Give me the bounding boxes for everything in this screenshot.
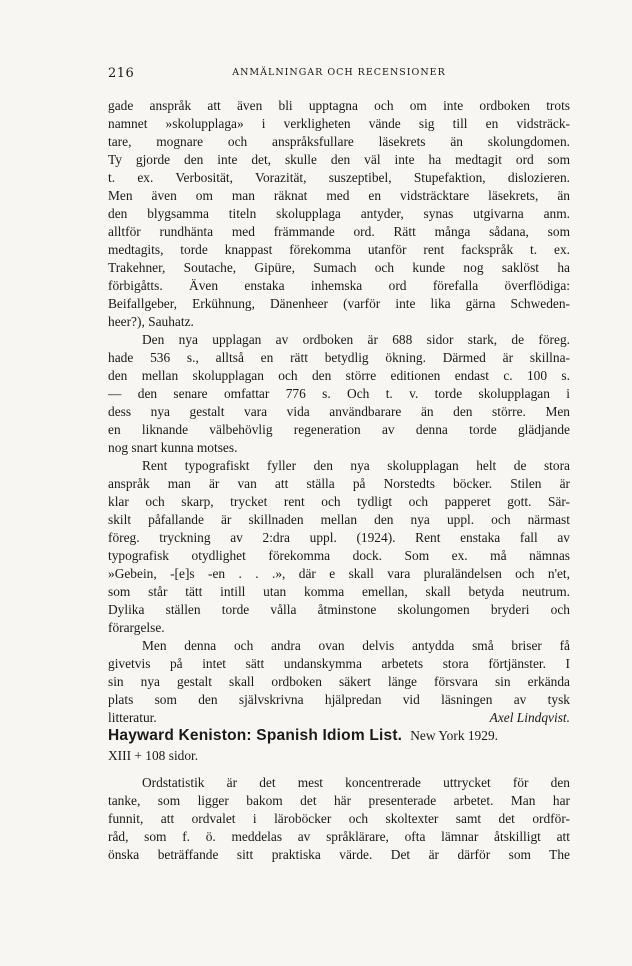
text-line: givetvis på intet sätt undanskymma arbetets stora förtjänster. I xyxy=(108,656,570,671)
text-line: heer?), Sauhatz. xyxy=(108,314,194,329)
text-line: typografisk otydlighet förekomma dock. Som ex. må nämnas xyxy=(108,548,570,563)
text-line: den mellan skolupplagan och den större editionen endast c. 100 s. xyxy=(108,368,570,383)
signature: Axel Lindqvist. xyxy=(489,710,570,725)
text-line: t. ex. Verbosität, Vorazität, suszeptibel, Stupefaktion, dislozieren. xyxy=(108,170,570,185)
text-line: Beifallgeber, Erkühnung, Dänenheer (varför inte lika gärna Schweden- xyxy=(108,296,570,311)
text-line: gade anspråk att även bli upptagna och om inte ordboken trots xyxy=(108,98,570,113)
text-line: en liknande välbehövlig regeneration av denna torde glädjande xyxy=(108,422,570,437)
text-line: önska beträffande sitt praktiska värde. Det är därför som The xyxy=(108,847,570,862)
text-line: föreg. tryckning av 2:dra uppl. (1924). Rent enstaka fall av xyxy=(108,530,570,545)
text-line: sin nya gestalt skall ordboken säkert länge försvara sin erkända xyxy=(108,674,570,689)
review-publisher: New York 1929. xyxy=(410,728,498,743)
text-line: alltför rundhänta med främmande ord. Rätt många sådana, som xyxy=(108,224,570,239)
text-line: Trakehner, Soutache, Gipüre, Sumach och kunde nog saklöst ha xyxy=(108,260,570,275)
text-line: — den senare omfattar 776 s. Och t. v. torde skolupplagan i xyxy=(108,386,570,401)
text-line: som står tätt intill utan komma emellan, skall betyda neutrum. xyxy=(108,584,570,599)
text-line: plats som den självskrivna hjälpredan vid läsningen av tysk xyxy=(108,692,570,707)
running-head: ANMÄLNINGAR OCH RECENSIONER xyxy=(232,67,446,78)
text-line: Men denna och andra ovan delvis antydda små briser få xyxy=(142,638,570,653)
text-line: medtagits, torde knappast förekomma utanför rent fackspråk t. ex. xyxy=(108,242,570,257)
text-line: skilt påfallande är skillnaden mellan den nya uppl. och närmast xyxy=(108,512,570,527)
text-line: »Gebein, -[e]s -en . . .», där e skall vara pluraländelsen och n'et, xyxy=(108,566,570,581)
text-line: Den nya upplagan av ordboken är 688 sidor stark, de föreg. xyxy=(142,332,570,347)
text-line: råd, som f. ö. meddelas av språklärare, ofta lämnar åtskilligt att xyxy=(108,829,570,844)
text-line: nog snart kunna motses. xyxy=(108,440,238,455)
review-pages: XIII + 108 sidor. xyxy=(108,748,199,763)
text-line: litteratur. xyxy=(108,710,157,725)
text-line: tanke, som ligger bakom det här presenterade arbetet. Man har xyxy=(108,793,570,808)
text-line: klar och skarp, trycket rent och tydligt och papperet gott. Sär- xyxy=(108,494,570,509)
text-line: förbigåtts. Även enstaka inhemska ord förefalla överflödiga: xyxy=(108,278,570,293)
review-heading xyxy=(108,727,570,749)
text-line: den blygsamma titeln skolupplaga antyder, synas utgivarna anm. xyxy=(108,206,570,221)
text-line: namnet »skolupplaga» i verkligheten vände sig till en vidsträck- xyxy=(108,116,570,131)
text-line: hade 536 s., alltså en rätt betydlig ökning. Därmed är skillna- xyxy=(108,350,570,365)
text-line: tare, mognare och anspråksfullare läsekrets än skolungdomen. xyxy=(108,134,570,149)
page-header xyxy=(108,66,570,82)
text-line: Men även om man räknat med en vidsträcktare läsekrets, än xyxy=(108,188,570,203)
text-line: funnit, att ordvalet i läroböcker och skoltexter samt det ordför- xyxy=(108,811,570,826)
text-line: Dylika ställen torde vålla åtminstone skolungomen bryderi och xyxy=(108,602,570,617)
review-title: Hayward Keniston: Spanish Idiom List. xyxy=(108,727,403,744)
text-line: anspråk man är van att ställa på Norstedts böcker. Stilen är xyxy=(108,476,570,491)
text-line: förargelse. xyxy=(108,620,165,635)
text-line: dess nya gestalt vara vida användbarare än den större. Men xyxy=(108,404,570,419)
text-line: Ty gjorde den inte det, skulle den väl inte ha medtagit ord som xyxy=(108,152,570,167)
page-number: 216 xyxy=(108,66,135,81)
text-line: Rent typografiskt fyller den nya skolupplagan helt de stora xyxy=(142,458,570,473)
text-line: Ordstatistik är det mest koncentrerade uttrycket för den xyxy=(142,775,570,790)
